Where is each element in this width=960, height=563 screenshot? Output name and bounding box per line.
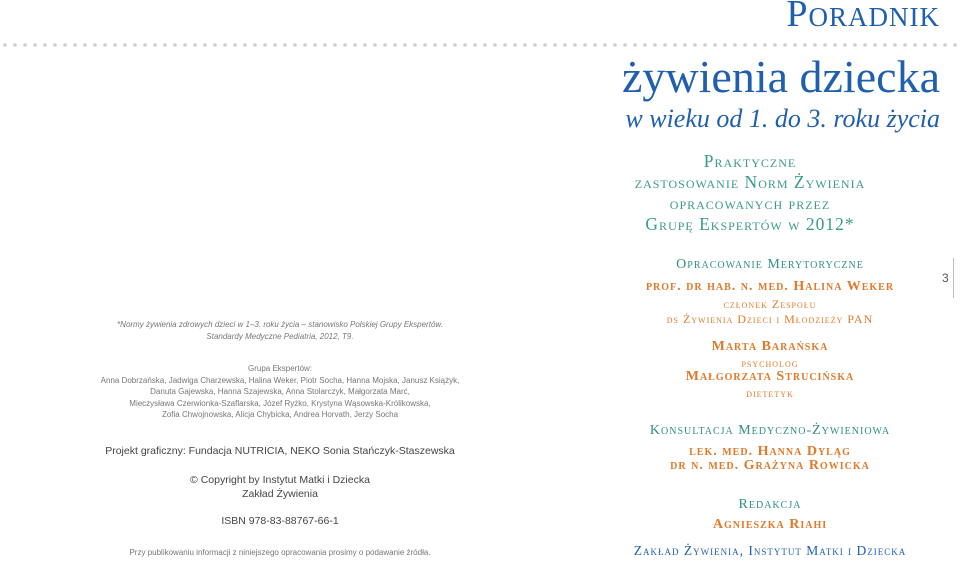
experts-block xyxy=(80,363,480,421)
experts-line: Zofia Chwojnowska, Alicja Chybicka, Andrea Horvath, Jerzy Socha xyxy=(161,410,399,420)
consultant-hanna-dylag: lek. med. Hanna Dyląg xyxy=(689,444,851,459)
institution-name: Zakład Żywienia, Instytut Matki i Dziecka xyxy=(633,543,907,558)
subtitle-line: Praktyczne xyxy=(703,151,797,171)
norms-note xyxy=(90,319,470,343)
title-poradnik: Poradnik xyxy=(786,0,940,35)
person-role: dietetyk xyxy=(746,386,794,400)
editor-name: Agnieszka Riahi xyxy=(712,517,828,532)
person-role: psycholog xyxy=(741,356,799,370)
title-age-range: w wieku od 1. do 3. roku życia xyxy=(625,104,940,133)
footer-note: Przy publikowaniu informacji z niniejszego opracowania prosimy o podawanie źródła. xyxy=(129,548,431,557)
copyright-line: © Copyright by Instytut Matki i Dziecka xyxy=(190,474,370,486)
experts-heading: Grupa Ekspertów: xyxy=(247,364,313,373)
norms-note-line: *Normy żywienia zdrowych dzieci w 1–3. roku życia – stanowisko Polskiej Grupy Ekspertów. xyxy=(117,320,443,329)
person-role: ds Żywienia Dzieci i Młodzieży PAN xyxy=(666,312,874,326)
subtitle-line: zastosowanie Norm Żywienia xyxy=(634,172,866,192)
isbn: ISBN 978-83-88767-66-1 xyxy=(221,515,339,527)
person-malgorzata-strucinska: Małgorzata Strucińska xyxy=(685,369,855,384)
page-number: 3 xyxy=(942,271,949,285)
subtitle-line: Grupę Ekspertów w 2012* xyxy=(645,214,855,234)
copyright-department: Zakład Żywienia xyxy=(242,488,318,500)
norms-note-line: Standardy Medyczne Pediatria, 2012, T9. xyxy=(206,332,354,341)
subtitle-line: opracowanych przez xyxy=(669,193,831,213)
experts-line: Mieczysława Czerwionka-Szaflarska, Józef Ryżko, Krystyna Wąsowska-Królikowska, xyxy=(129,398,431,408)
experts-line: Anna Dobrzańska, Jadwiga Charzewska, Halina Weker, Piotr Socha, Hanna Mojska, Janusz Książyk, xyxy=(100,375,460,385)
editor-heading: Redakcja xyxy=(738,497,802,512)
experts-line: Danuta Gajewska, Hanna Szajewska, Anna Stolarczyk, Małgorzata Marć, xyxy=(150,387,410,397)
consultant-grazyna-rowicka: dr n. med. Grażyna Rowicka xyxy=(670,458,870,473)
title-zywienia-dziecka: żywienia dziecka xyxy=(622,51,940,102)
person-halina-weker: prof. dr hab. n. med. Halina Weker xyxy=(645,279,895,294)
person-marta-baranska: Marta Barańska xyxy=(711,339,829,354)
subtitle-block xyxy=(560,151,940,235)
graphic-project: Projekt graficzny: Fundacja NUTRICIA, NEKO Sonia Stańczyk-Staszewska xyxy=(105,445,455,457)
consult-heading: Konsultacja Medyczno-Żywieniowa xyxy=(649,423,891,438)
dotted-divider xyxy=(0,42,960,48)
editorial-heading: Opracowanie Merytoryczne xyxy=(676,257,864,272)
person-role: członek Zespołu xyxy=(723,297,817,311)
page-edge-line xyxy=(953,258,954,298)
